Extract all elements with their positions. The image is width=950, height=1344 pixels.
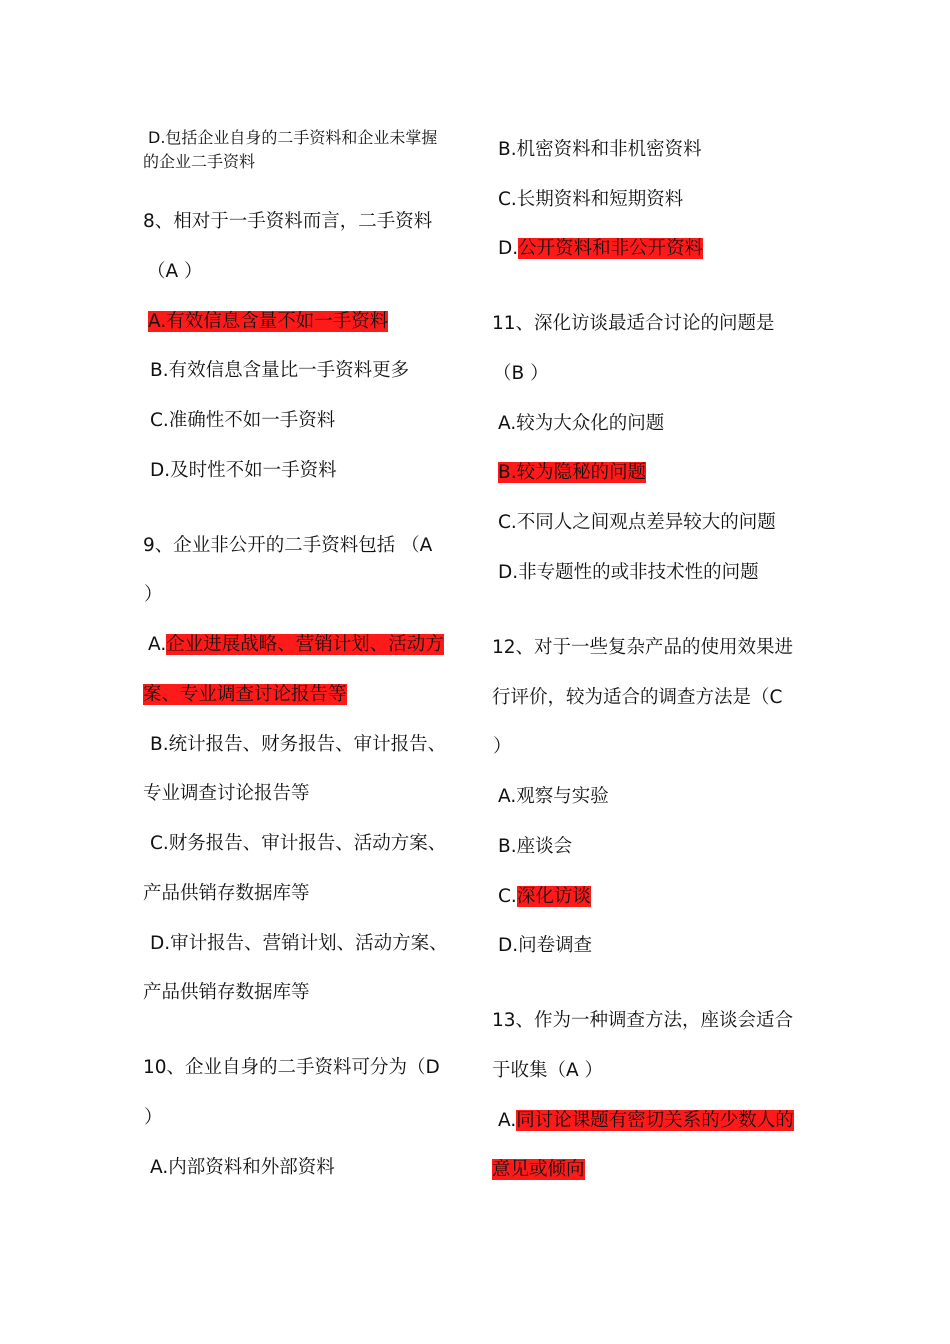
- option-c-q10: C.长期资料和短期资料: [498, 189, 684, 210]
- option-b-q10: B.机密资料和非机密资料: [498, 139, 702, 160]
- option-b-q9-line2: 专业调查讨论报告等: [143, 783, 310, 804]
- option-c-q8: C.准确性不如一手资料: [150, 410, 336, 431]
- question-10-close: ）: [144, 1107, 163, 1128]
- option-a-q13-line1: A.同讨论课题有密切关系的少数人的: [498, 1110, 794, 1131]
- question-9-close: ）: [144, 584, 163, 605]
- option-d-q11: D.非专题性的或非技术性的问题: [498, 562, 759, 583]
- option-d-q8: D.及时性不如一手资料: [150, 460, 337, 481]
- option-c-q9-line2: 产品供销存数据库等: [143, 883, 310, 904]
- question-12-line1: 12、对于一些复杂产品的使用效果进: [492, 637, 794, 658]
- question-12-line2: 行评价，较为适合的调查方法是（C: [492, 687, 783, 708]
- option-c-q12: C.深化访谈: [498, 886, 591, 907]
- answer-highlight: A.有效信息含量不如一手资料: [148, 311, 389, 332]
- option-d-q9-line1: D.审计报告、营销计划、活动方案、: [150, 933, 448, 954]
- answer-highlight: 企业进展战略、营销计划、活动方: [166, 634, 444, 655]
- option-b-q9-line1: B.统计报告、财务报告、审计报告、: [150, 734, 447, 755]
- option-d-q7-line1: D.包括企业自身的二手资料和企业未掌握: [148, 128, 438, 147]
- question-11-text: 11、深化访谈最适合讨论的问题是: [492, 313, 775, 334]
- question-13-line1: 13、作为一种调查方法，座谈会适合: [492, 1010, 794, 1031]
- option-b-q8: B.有效信息含量比一手资料更多: [150, 360, 410, 381]
- option-a-q13-line2: [492, 1157, 585, 1183]
- question-10-text: 10、企业自身的二手资料可分为（D: [143, 1057, 440, 1078]
- question-9-text: 9、企业非公开的二手资料包括 （A: [143, 535, 433, 556]
- answer-highlight: 深化访谈: [516, 886, 591, 907]
- option-d-q10: D.公开资料和非公开资料: [498, 238, 704, 259]
- question-13-line2: 于收集（A ）: [492, 1060, 604, 1081]
- option-a-q10: A.内部资料和外部资料: [150, 1157, 335, 1178]
- question-8-answer: （A ）: [147, 261, 203, 282]
- option-d-q7-line2: 的企业二手资料: [143, 152, 256, 171]
- option-a-q9-line1: A.企业进展战略、营销计划、活动方: [148, 634, 444, 655]
- option-a-q9-line2: [143, 682, 347, 708]
- question-12-close: ）: [493, 736, 512, 757]
- answer-highlight: 公开资料和非公开资料: [518, 238, 704, 259]
- answer-highlight: 同讨论课题有密切关系的少数人的: [516, 1110, 794, 1131]
- question-11-answer: （B ）: [493, 363, 549, 384]
- answer-highlight: 意见或倾向: [492, 1159, 585, 1180]
- option-d-q9-line2: 产品供销存数据库等: [143, 982, 310, 1003]
- option-a-q8: [148, 309, 388, 335]
- option-c-q11: C.不同人之间观点差异较大的问题: [498, 512, 776, 533]
- option-a-q11: A.较为大众化的问题: [498, 413, 665, 434]
- answer-highlight: B.较为隐秘的问题: [498, 462, 647, 483]
- option-c-q9-line1: C.财务报告、审计报告、活动方案、: [150, 833, 447, 854]
- option-b-q12: B.座谈会: [498, 836, 573, 857]
- option-d-q12: D.问卷调查: [498, 935, 593, 956]
- option-a-q12: A.观察与实验: [498, 786, 609, 807]
- question-8-text: 8、相对于一手资料而言，二手资料: [143, 211, 433, 232]
- option-b-q11: [498, 460, 646, 486]
- answer-highlight: 案、专业调查讨论报告等: [143, 684, 347, 705]
